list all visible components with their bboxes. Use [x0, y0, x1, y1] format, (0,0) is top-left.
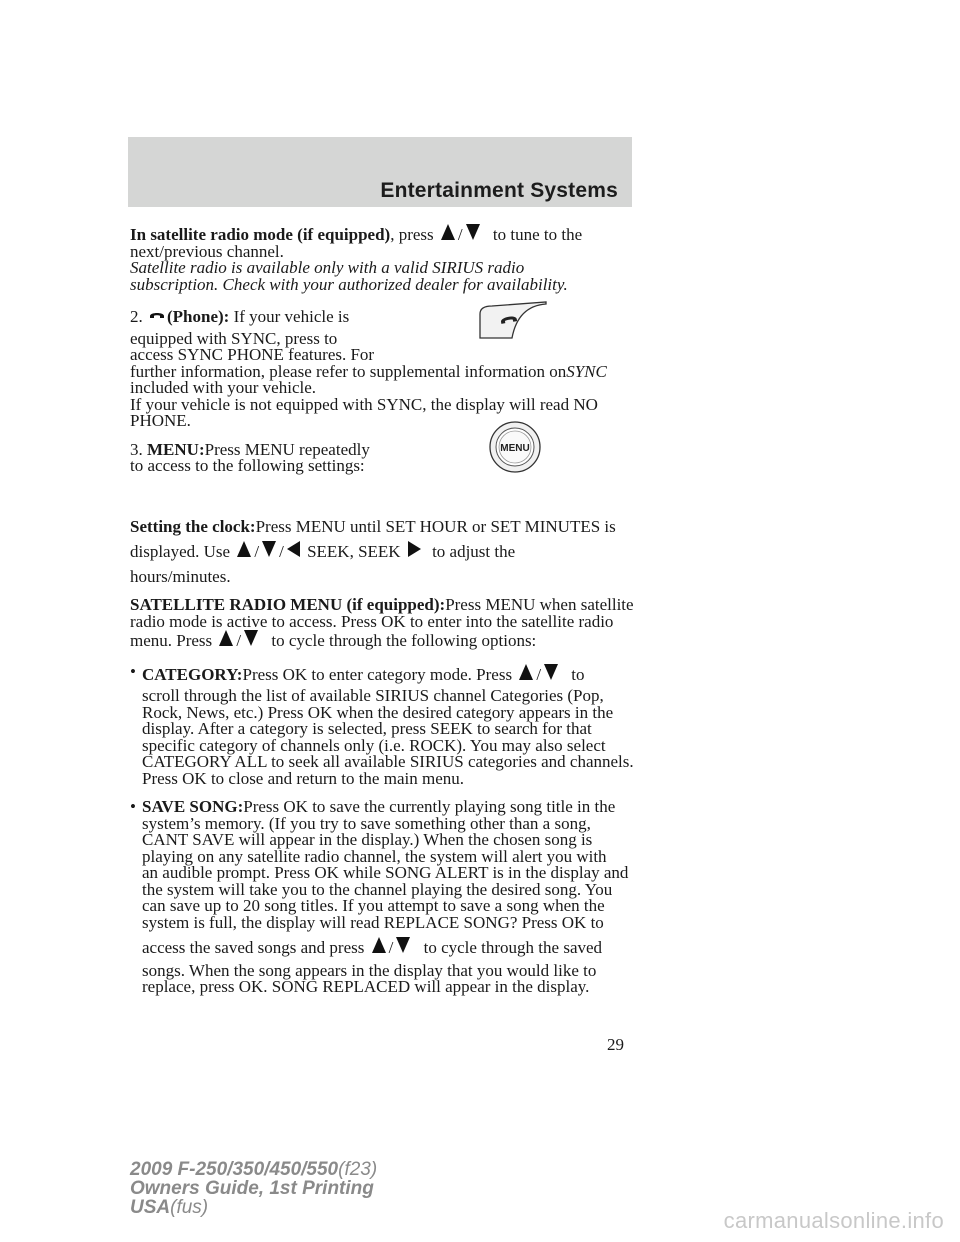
- arrow-up-icon: [519, 664, 533, 680]
- satellite-mode-paragraph: In satellite radio mode (if equipped), press / to tune to the next/previous channel. Satellite radio is available only with a valid SIRIUS radio subscription. Check with your authorized dealer for availability.: [130, 224, 640, 293]
- menu-button-label: MENU: [500, 443, 530, 454]
- arrow-up-icon: [219, 630, 233, 646]
- page-number: 29: [607, 1035, 624, 1054]
- satellite-mode-lead: In satellite radio mode (if equipped): [130, 225, 391, 244]
- category-bullet: • CATEGORY:Press OK to enter category mode. Press / to scroll through the list of available SIRIUS channel Categories (Pop, Rock, News, etc.) Press OK when the desired category appears in the display. After a category is selected, press SEEK to search for that specific category of channels only (i.e. ROCK). You may also select CATEGORY ALL to seek all available SIRIUS categories and channels. Press OK to close and return to the main menu.: [130, 661, 634, 788]
- clock-paragraph: Setting the clock:Press MENU until SET HOUR or SET MINUTES is displayed. Use / / SEEK, SEEK to adjust the hours/minutes.: [130, 516, 616, 586]
- subscription-note: Satellite radio is available only with a valid SIRIUS radio: [130, 258, 525, 277]
- arrow-right-icon: [408, 541, 421, 557]
- page-body: [130, 224, 640, 1005]
- phone-button-illustration: [478, 300, 548, 340]
- arrow-down-icon: [244, 630, 258, 646]
- satellite-menu-paragraph: SATELLITE RADIO MENU (if equipped):Press MENU when satellite radio mode is active to access. Press OK to enter into the satellite radio menu. Press / to cycle through the following options:: [130, 595, 634, 650]
- save-song-bullet: • SAVE SONG:Press OK to save the currently playing song title in the system’s memory. (If you try to save something other than a song, CANT SAVE will appear in the display.) When the chosen song is playing on any satellite radio channel, the system will alert you with an audible prompt. Press OK while SONG ALERT is in the display and the system will take you to the channel playing the desired song. You can save up to 20 song titles. If you attempt to save a song when the system is full, the display will read REPLACE SONG? Press OK to access the saved songs and press / to cycle through the saved songs. When the song appears in the display that you would like to replace, press OK. SONG REPLACED will appear in the display.: [130, 797, 629, 996]
- arrow-down-icon: [466, 224, 480, 240]
- section-header-band: [128, 137, 632, 207]
- document-footer: 2009 F-250/350/450/550(f23) Owners Guide, 1st Printing USA(fus): [130, 1159, 378, 1218]
- arrow-up-icon: [441, 224, 455, 240]
- watermark: carmanualsonline.info: [723, 1208, 944, 1233]
- arrow-up-icon: [237, 541, 251, 557]
- arrow-left-icon: [287, 541, 300, 557]
- arrow-up-icon: [372, 937, 386, 953]
- arrow-down-icon: [262, 541, 276, 557]
- section-title: Entertainment Systems: [380, 179, 618, 202]
- arrow-down-icon: [396, 937, 410, 953]
- arrow-down-icon: [544, 664, 558, 680]
- phone-icon: [149, 307, 165, 324]
- phone-paragraph: 2. (Phone): If your vehicle is equipped with SYNC, press to access SYNC PHONE features. For further information, please refer to supplemental information onSYNC included with your vehicle. If your vehicle is not equipped with SYNC, the display will read NO PHONE.: [130, 307, 607, 430]
- menu-paragraph: 3. MENU:Press MENU repeatedly to access to the following settings:: [130, 439, 370, 475]
- menu-button-illustration: [488, 420, 542, 474]
